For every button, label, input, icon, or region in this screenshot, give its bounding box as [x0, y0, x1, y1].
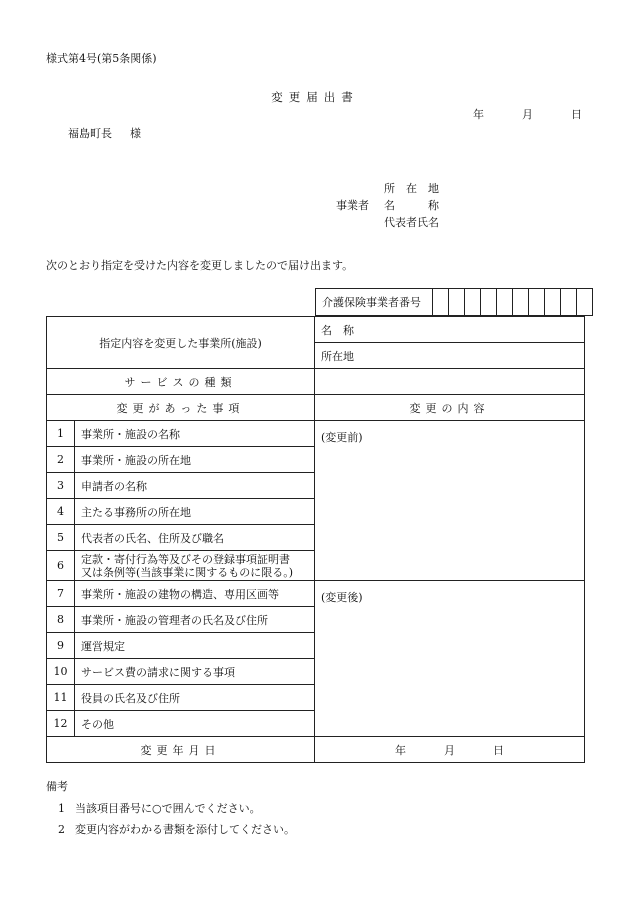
item-number[interactable]: 8 — [47, 607, 75, 633]
document-title: 変更届出書 — [271, 90, 359, 104]
item-text: サービス費の請求に関する事項 — [75, 659, 315, 685]
provider-number-cell[interactable] — [577, 289, 592, 315]
item-text-line1: 定款・寄付行為等及びその登録事項証明書 — [81, 552, 290, 566]
item-text-line2: 又は条例等(当該事業に関するものに限る。) — [81, 565, 294, 579]
content-header: 変更の内容 — [315, 395, 585, 421]
note-number: 2 — [58, 823, 65, 836]
provider-number-cell[interactable] — [465, 289, 481, 315]
before-label: (変更前) — [321, 431, 363, 444]
item-text: 事業所・施設の管理者の氏名及び住所 — [75, 607, 315, 633]
item-number[interactable]: 10 — [47, 659, 75, 685]
note-number: 1 — [58, 802, 65, 815]
provider-number-cell[interactable] — [529, 289, 545, 315]
service-type-label: サービスの種類 — [47, 369, 315, 395]
facility-address-field[interactable]: 所在地 — [315, 343, 585, 369]
applicant-fields — [384, 180, 439, 231]
item-text: 事業所・施設の名称 — [75, 421, 315, 447]
item-number[interactable]: 3 — [47, 473, 75, 499]
note-text: 当該項目番号に○で囲んでください。 — [75, 802, 261, 815]
applicant-address-label: 所 在 地 — [384, 182, 439, 195]
item-text: 主たる事務所の所在地 — [75, 499, 315, 525]
change-date-field[interactable] — [315, 737, 585, 763]
items-header: 変更があった事項 — [47, 395, 315, 421]
item-number[interactable]: 2 — [47, 447, 75, 473]
provider-number-cell[interactable] — [449, 289, 465, 315]
item-number[interactable]: 5 — [47, 525, 75, 551]
applicant-name-label: 名 称 — [384, 199, 439, 212]
notes-heading: 備考 — [46, 780, 68, 793]
item-text: 申請者の名称 — [75, 473, 315, 499]
item-number[interactable]: 7 — [47, 581, 75, 607]
month-label: 月 — [522, 108, 533, 121]
item-number[interactable]: 1 — [47, 421, 75, 447]
facility-label: 指定内容を変更した事業所(施設) — [47, 317, 315, 369]
item-number[interactable]: 4 — [47, 499, 75, 525]
note-item — [58, 800, 261, 816]
change-month-label: 月 — [444, 743, 455, 757]
service-type-field[interactable] — [315, 369, 585, 395]
provider-number-cell[interactable] — [481, 289, 497, 315]
provider-number-label: 介護保険事業者番号 — [316, 289, 433, 315]
form-number: 様式第4号(第5条関係) — [46, 52, 157, 65]
change-form-table — [46, 316, 585, 763]
provider-number-row — [315, 288, 593, 316]
item-text: 事業所・施設の建物の構造、専用区画等 — [75, 581, 315, 607]
year-label: 年 — [473, 108, 484, 121]
change-date-label: 変更年月日 — [47, 737, 315, 763]
applicant-rep-label: 代表者氏名 — [384, 216, 439, 229]
change-day-label: 日 — [493, 743, 504, 757]
after-change-field[interactable] — [315, 581, 585, 737]
item-number[interactable]: 12 — [47, 711, 75, 737]
provider-number-cell[interactable] — [497, 289, 513, 315]
applicant-label: 事業者 — [336, 199, 369, 212]
item-number[interactable]: 11 — [47, 685, 75, 711]
intro-text: 次のとおり指定を受けた内容を変更しましたので届け出ます。 — [46, 259, 354, 272]
provider-number-cell[interactable] — [561, 289, 577, 315]
note-text: 変更内容がわかる書類を添付してください。 — [75, 823, 295, 836]
after-label: (変更後) — [321, 591, 363, 604]
before-change-field[interactable] — [315, 421, 585, 581]
note-item — [58, 821, 295, 837]
item-text: 代表者の氏名、住所及び職名 — [75, 525, 315, 551]
item-text: 役員の氏名及び住所 — [75, 685, 315, 711]
item-number[interactable]: 9 — [47, 633, 75, 659]
item-text: 事業所・施設の所在地 — [75, 447, 315, 473]
honorific: 様 — [130, 127, 141, 140]
facility-name-field[interactable]: 名 称 — [315, 317, 585, 343]
addressee-name: 福島町長 — [68, 127, 112, 140]
provider-number-cell[interactable] — [513, 289, 529, 315]
provider-number-cell[interactable] — [545, 289, 561, 315]
item-text: その他 — [75, 711, 315, 737]
item-text — [75, 551, 315, 581]
item-number[interactable]: 6 — [47, 551, 75, 581]
day-label: 日 — [571, 108, 582, 121]
item-text: 運営規定 — [75, 633, 315, 659]
change-year-label: 年 — [395, 743, 406, 757]
provider-number-cell[interactable] — [433, 289, 449, 315]
addressee — [68, 125, 141, 141]
submission-date — [435, 106, 582, 122]
